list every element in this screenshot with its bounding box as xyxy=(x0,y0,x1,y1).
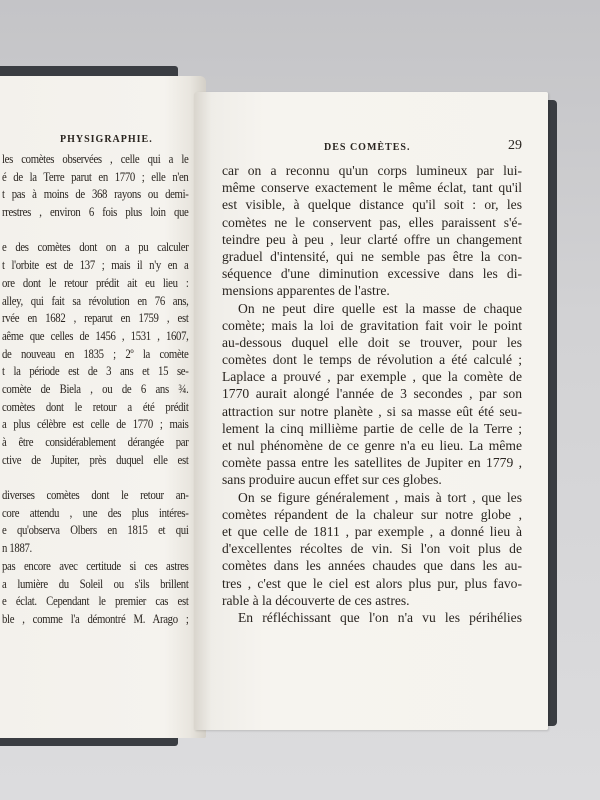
text-line: teindre peu à peu , leur clarté offre un changement xyxy=(222,231,522,247)
text-line: de nouveau en 1835 ; 2º la comète xyxy=(2,346,189,361)
text-line: é de la Terre parut en 1770 ; elle n'en xyxy=(2,169,189,184)
text-line: mensions apparentes de l'astre. xyxy=(222,283,390,299)
left-page xyxy=(0,76,206,738)
text-line: car on a reconnu qu'un corps lumineux par lui- xyxy=(222,163,522,178)
right-page xyxy=(194,92,548,730)
text-line: lement la cinq millième partie de celle de la Terre ; xyxy=(222,420,522,436)
text-line: et nul phénomène de ce genre n'a eu lieu. La même xyxy=(222,438,522,453)
text-line: est visible, à quelque distance qu'il soit : or, les xyxy=(222,197,522,213)
text-line: diverses comètes dont le retour an- xyxy=(2,488,189,503)
text-line: alley, qui fait sa révolution en 76 ans, xyxy=(2,293,189,308)
text-line: a lumière du Soleil ou s'ils brillent xyxy=(2,576,189,591)
text-line: comète; mais la loi de gravitation fait voir le point xyxy=(222,317,522,333)
text-line: comètes dont le retour a été prédit xyxy=(2,399,189,414)
text-line: pas encore avec certitude si ces astres xyxy=(2,558,189,573)
text-line: n 1887. xyxy=(2,541,32,556)
text-line: rvée en 1682 , reparut en 1759 , est xyxy=(2,311,189,326)
text-line: comètes ne le conservent pas, elles paraissent s'é- xyxy=(222,214,522,230)
text-line: ore dont le retour prédit ait eu lieu : xyxy=(2,275,189,290)
paragraph-gap xyxy=(2,469,188,487)
text-line: On se figure généralement , mais à tort , que les xyxy=(238,489,522,505)
text-line: sans produire aucun effet sur ces globes. xyxy=(222,472,442,488)
left-page-text xyxy=(2,151,188,629)
text-line: d'excellentes récoltes de vin. Si l'on voit plus de xyxy=(222,541,522,557)
text-line: Laplace a prouvé , par exemple , que la comète de xyxy=(222,369,522,385)
text-line: rable à la découverte de ces astres. xyxy=(222,592,410,608)
text-line: séquence d'une diminution excessive dans les di- xyxy=(222,266,522,282)
text-line: t l'orbite est de 137 ; mais il n'y en a xyxy=(2,258,189,273)
text-line: même conserve exactement le même éclat, tant qu'il xyxy=(222,180,522,196)
page-number: 29 xyxy=(508,138,522,153)
text-line: à être considérablement dérangée par xyxy=(2,435,189,449)
text-line: ctive de Jupiter, près duquel elle est xyxy=(2,452,189,467)
text-line: au-dessous duquel elle doit se trouver, pour les xyxy=(222,334,522,350)
running-head-right: DES COMÈTES. xyxy=(324,142,411,153)
text-line: core attendu , une des plus intéres- xyxy=(2,505,189,520)
text-line: t la période est de 3 ans et 15 se- xyxy=(2,364,189,379)
text-line: comète passa entre les satellites de Jupiter en 1779 , xyxy=(222,455,522,471)
text-line: a plus célèbre est celle de 1770 ; mais xyxy=(2,417,189,432)
text-line: e des comètes dont on a pu calculer xyxy=(2,240,189,255)
text-line: comète de Biela , ou de 6 ans ¾. xyxy=(2,381,189,396)
text-line: et que celle de 1811 , par exemple , a donné lieu à xyxy=(222,523,522,539)
text-line: e éclat. Cependant le premier cas est xyxy=(2,594,189,609)
text-line: comètes dont le temps de révolution a été calculé ; xyxy=(222,352,522,368)
text-line: comètes dans les années chaudes que dans les au- xyxy=(222,558,522,574)
text-line: attraction sur notre planète , si sa masse eût été seu- xyxy=(222,403,522,419)
text-line: rrestres , environ 6 fois plus loin que xyxy=(2,205,189,220)
text-line: comètes répandent de la chaleur sur notre globe , xyxy=(222,506,522,522)
text-line: ble , comme l'a démontré M. Arago ; xyxy=(2,611,189,626)
text-line: e qu'observa Olbers en 1815 et qui xyxy=(2,523,189,538)
text-line: 1770 aurait alongé l'année de 3 secondes , par son xyxy=(222,386,522,402)
text-line: On ne peut dire quelle est la masse de chaque xyxy=(238,300,522,316)
text-line: tres , c'est que le ciel est alors plus pur, plus favo- xyxy=(222,575,522,591)
text-line: les comètes observées , celle qui a le xyxy=(2,152,189,166)
right-page-text xyxy=(222,162,522,626)
text-line: aême que celles de 1456 , 1531 , 1607, xyxy=(2,328,189,343)
text-line: graduel d'intensité, qui ne semble pas être la con- xyxy=(222,248,522,264)
running-head-left: PHYSIGRAPHIE. xyxy=(60,134,153,145)
text-line: t pas à moins de 368 rayons ou demi- xyxy=(2,187,189,202)
text-line: En réfléchissant que l'on n'a vu les périhélies xyxy=(238,609,522,625)
paragraph-gap xyxy=(2,222,188,240)
